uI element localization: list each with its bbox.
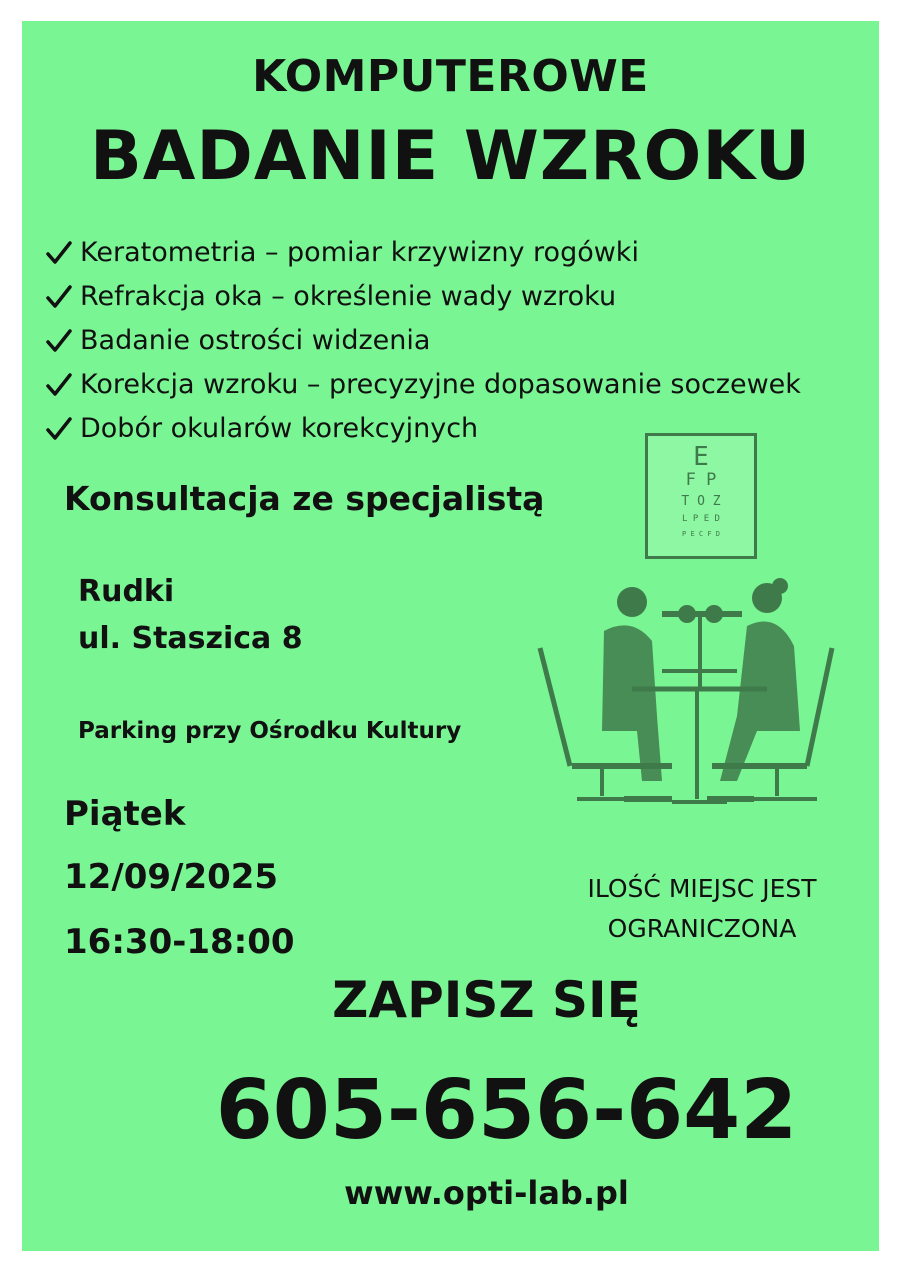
address-town: Rudki bbox=[78, 574, 175, 609]
feature-label: Korekcja wzroku – precyzyjne dopasowanie soczewek bbox=[80, 369, 801, 400]
check-icon bbox=[46, 372, 72, 398]
schedule-time: 16:30-18:00 bbox=[64, 922, 295, 962]
check-icon bbox=[46, 284, 72, 310]
eye-exam-illustration bbox=[532, 556, 842, 806]
check-icon bbox=[46, 240, 72, 266]
feature-label: Dobór okularów korekcyjnych bbox=[80, 413, 479, 444]
notice-line: ILOŚĆ MIEJSC JEST bbox=[587, 874, 817, 903]
check-icon bbox=[46, 328, 72, 354]
limited-places-notice bbox=[552, 869, 852, 949]
eye-chart-row: P E C F D bbox=[682, 530, 720, 538]
feature-item bbox=[46, 325, 430, 356]
feature-item bbox=[46, 369, 801, 400]
schedule-date: 12/09/2025 bbox=[64, 857, 279, 897]
pre-title: KOMPUTEROWE bbox=[252, 51, 649, 102]
feature-label: Badanie ostrości widzenia bbox=[80, 325, 431, 356]
phone-number[interactable]: 605-656-642 bbox=[215, 1063, 798, 1158]
poster bbox=[22, 21, 879, 1251]
notice-line: OGRANICZONA bbox=[607, 914, 797, 943]
website-link[interactable]: www.opti-lab.pl bbox=[344, 1174, 629, 1212]
feature-item bbox=[46, 281, 616, 312]
parking-info: Parking przy Ośrodku Kultury bbox=[78, 718, 462, 744]
address-street: ul. Staszica 8 bbox=[78, 621, 303, 656]
check-icon bbox=[46, 416, 72, 442]
eye-chart-row: L P E D bbox=[682, 514, 720, 524]
main-title: BADANIE WZROKU bbox=[89, 117, 812, 196]
eye-chart-row: F P bbox=[685, 470, 717, 490]
signup-heading: ZAPISZ SIĘ bbox=[332, 971, 641, 1029]
eye-chart-icon bbox=[645, 433, 757, 559]
feature-item bbox=[46, 237, 639, 268]
feature-item bbox=[46, 413, 478, 444]
schedule-day: Piątek bbox=[64, 794, 186, 834]
feature-label: Keratometria – pomiar krzywizny rogówki bbox=[80, 237, 639, 268]
eye-chart-row: T O Z bbox=[681, 494, 721, 509]
feature-label: Refrakcja oka – określenie wady wzroku bbox=[80, 281, 617, 312]
consultation-heading: Konsultacja ze specjalistą bbox=[64, 479, 545, 518]
eye-chart-row: E bbox=[693, 442, 709, 472]
